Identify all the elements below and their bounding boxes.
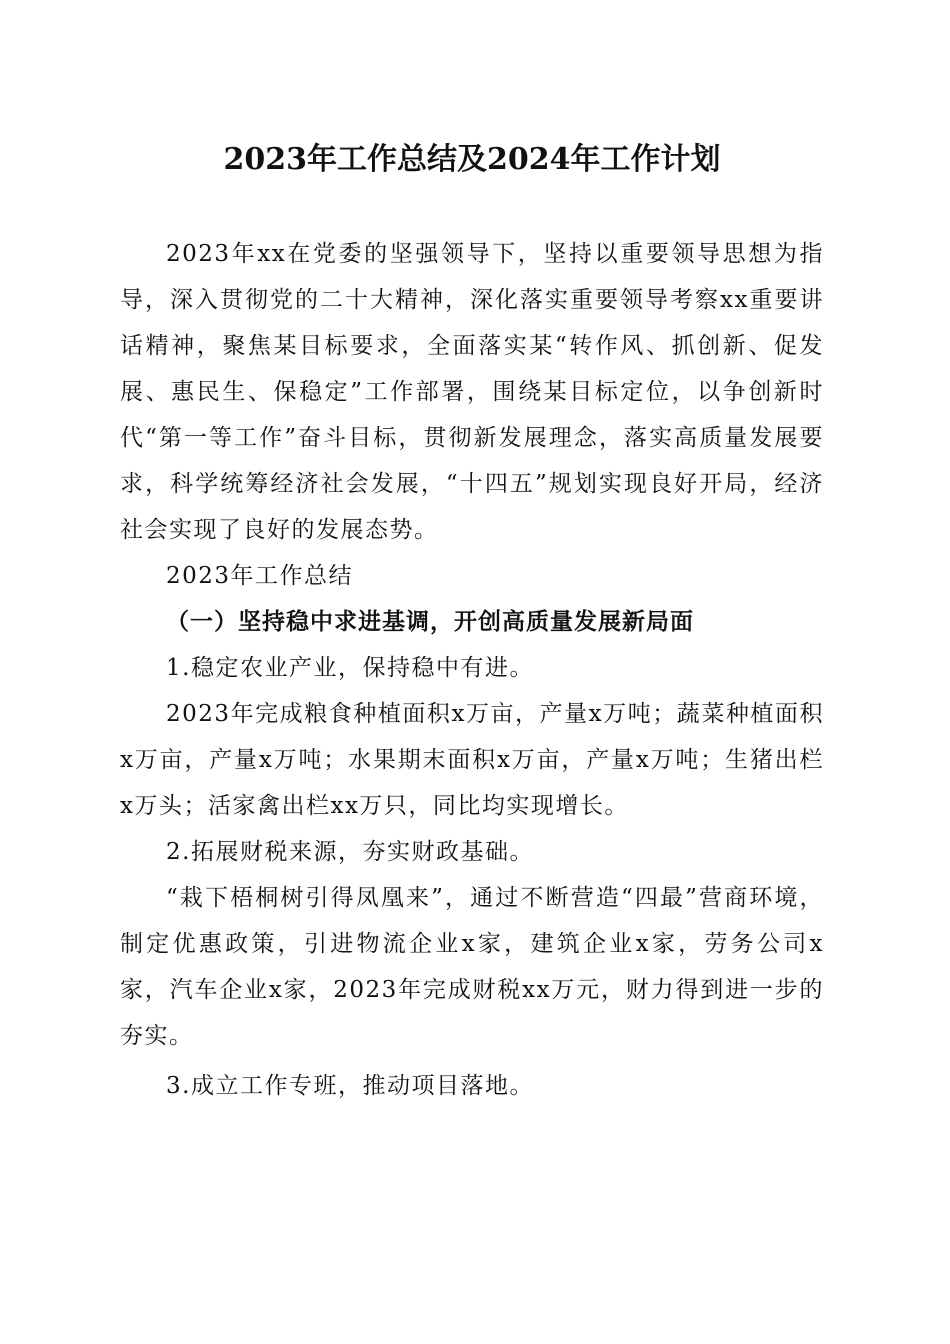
item-heading-1: 1.稳定农业产业，保持稳中有进。 <box>166 655 534 681</box>
item-heading-2: 2.拓展财税来源，夯实财政基础。 <box>166 839 534 865</box>
document-title: 2023年工作总结及2024年工作计划 <box>223 142 721 177</box>
item-paragraph-2: “栽下梧桐树引得凤凰来”，通过不断营造“四最”营商环境，制定优惠政策，引进物流企业x家，建筑企业x家，劳务公司x家，汽车企业x家，2023年完成财税xx万元，财力得到进一步的夯实。 <box>120 885 824 1049</box>
item-paragraph-1: 2023年完成粮食种植面积x万亩，产量x万吨；蔬菜种植面积x万亩，产量x万吨；水果期末面积x万亩，产量x万吨；生猪出栏x万头；活家禽出栏xx万只，同比均实现增长。 <box>120 701 824 819</box>
intro-paragraph: 2023年xx在党委的坚强领导下，坚持以重要领导思想为指导，深入贯彻党的二十大精神，深化落实重要领导考察xx重要讲话精神，聚焦某目标要求，全面落实某“转作风、抓创新、促发展、惠民生、保稳定”工作部署，围绕某目标定位，以争创新时代“第一等工作”奋斗目标，贯彻新发展理念，落实高质量发展要求，科学统筹经济社会发展，“十四五”规划实现良好开局，经济社会实现了良好的发展态势。 <box>120 241 824 543</box>
section-heading-summary: 2023年工作总结 <box>166 563 354 589</box>
document-body <box>120 231 824 1109</box>
subsection-heading-1: （一）坚持稳中求进基调，开创高质量发展新局面 <box>166 608 694 635</box>
item-heading-3: 3.成立工作专班，推动项目落地。 <box>166 1073 534 1099</box>
